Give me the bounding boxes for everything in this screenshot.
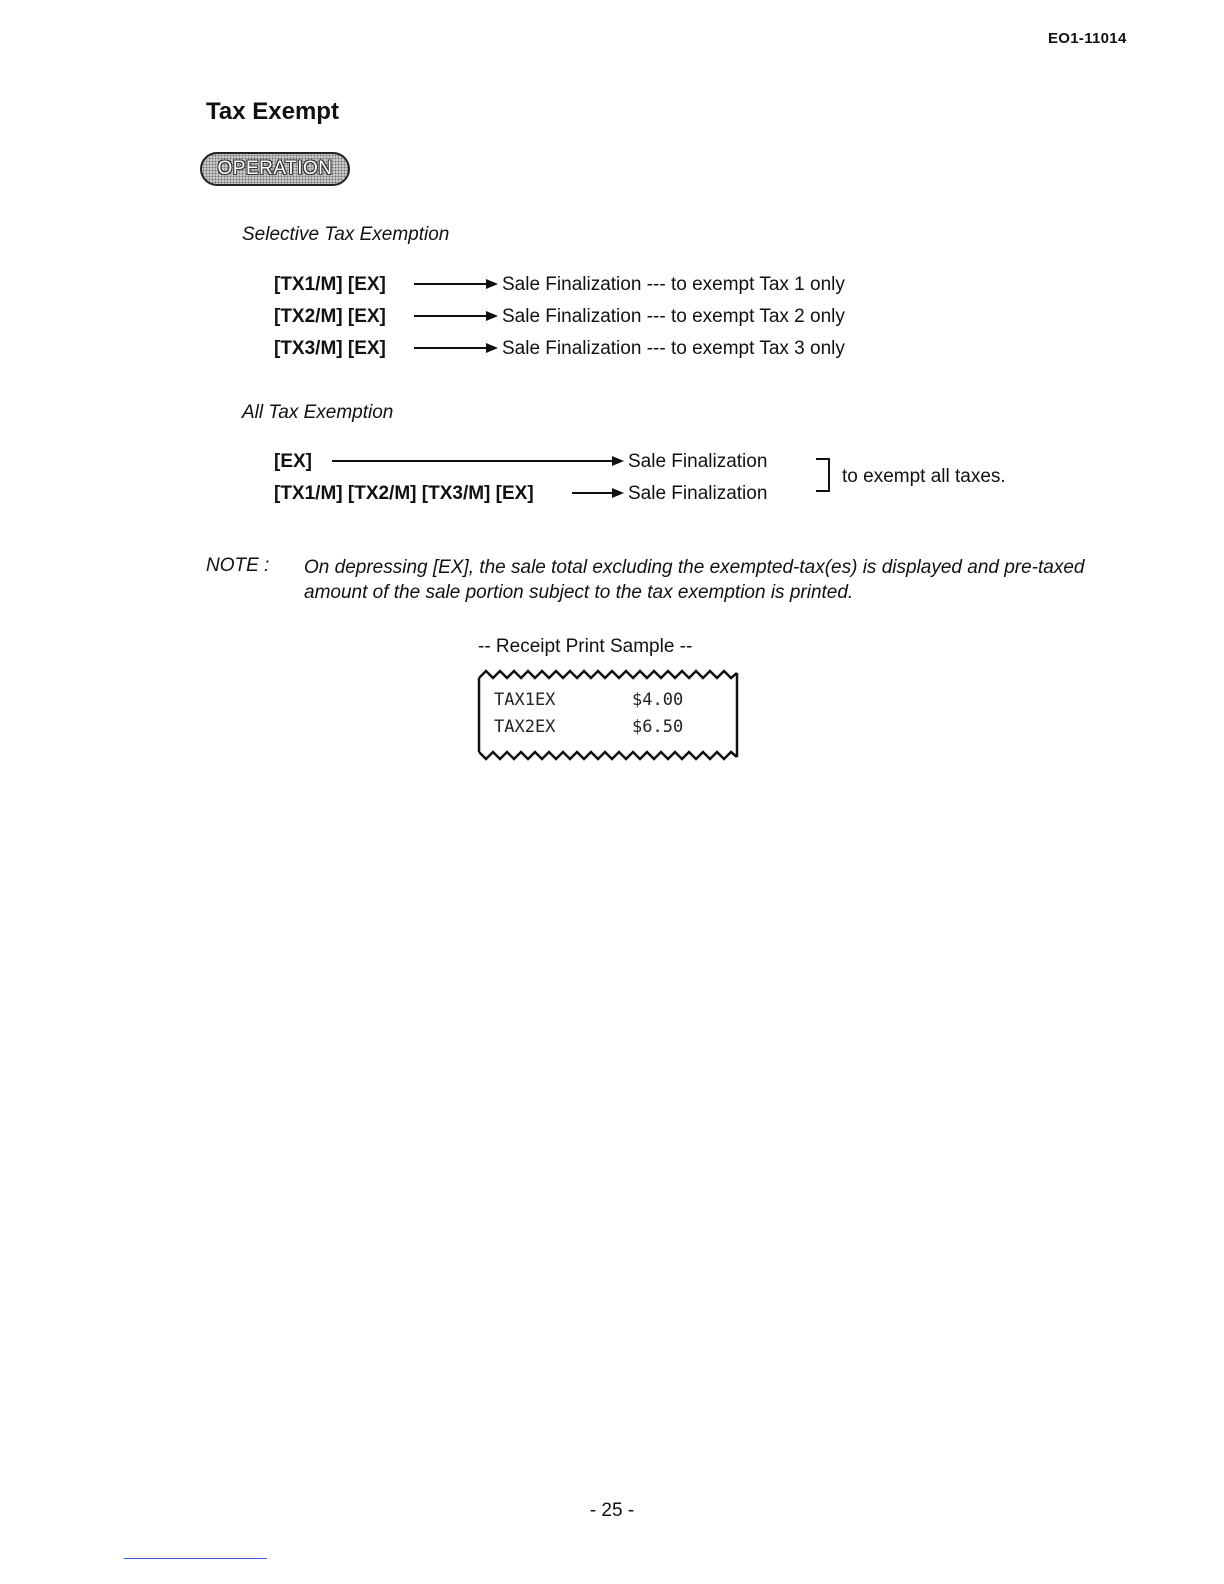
- key-sequence: [TX1/M] [EX]: [274, 274, 386, 295]
- operation-badge-label: OPERATION: [217, 158, 333, 179]
- selective-heading: Selective Tax Exemption: [242, 224, 450, 245]
- selective-row: [274, 305, 845, 329]
- all-tax-row: [274, 450, 767, 474]
- arrow-icon: [412, 305, 502, 329]
- receipt-outline: [476, 666, 740, 764]
- receipt-line-label: TAX2EX: [494, 717, 556, 737]
- receipt-sample: [476, 666, 740, 764]
- receipt-line-amount: $6.50: [632, 717, 684, 737]
- note-text: On depressing [EX], the sale total excluding the exempted-tax(es) is displayed and pre-taxed amount of the sale portion subject to the tax exemption is printed.: [304, 557, 1085, 603]
- result-text: Sale Finalization: [628, 451, 768, 472]
- result-text: Sale Finalization: [628, 483, 768, 504]
- bracket-note: to exempt all taxes.: [842, 466, 1006, 487]
- key-sequence: [EX]: [274, 451, 312, 472]
- key-sequence: [TX2/M] [EX]: [274, 306, 386, 327]
- selective-row: [274, 337, 845, 361]
- page-title: Tax Exempt: [206, 98, 339, 125]
- result-text: Sale Finalization --- to exempt Tax 3 only: [502, 338, 845, 359]
- arrow-icon: [570, 482, 628, 506]
- document-id: EO1-11014: [1048, 30, 1127, 47]
- right-bracket: [816, 458, 830, 492]
- receipt-line: [494, 690, 683, 710]
- operation-badge: [200, 152, 350, 186]
- arrow-icon: [412, 337, 502, 361]
- all-tax-heading: All Tax Exemption: [242, 402, 394, 423]
- result-text: Sale Finalization --- to exempt Tax 2 only: [502, 306, 845, 327]
- key-sequence: [TX3/M] [EX]: [274, 338, 386, 359]
- arrow-icon: [330, 450, 628, 474]
- arrow-icon: [412, 273, 502, 297]
- footer-rule: [124, 1558, 267, 1559]
- note-label: NOTE :: [206, 555, 270, 576]
- selective-row: [274, 273, 845, 297]
- all-tax-row: [274, 482, 767, 506]
- result-text: Sale Finalization --- to exempt Tax 1 only: [502, 274, 845, 295]
- receipt-line: [494, 717, 683, 737]
- page-number: - 25 -: [589, 1500, 635, 1521]
- receipt-caption: -- Receipt Print Sample --: [478, 636, 693, 657]
- key-sequence: [TX1/M] [TX2/M] [TX3/M] [EX]: [274, 483, 534, 504]
- receipt-line-label: TAX1EX: [494, 690, 556, 710]
- receipt-line-amount: $4.00: [632, 690, 684, 710]
